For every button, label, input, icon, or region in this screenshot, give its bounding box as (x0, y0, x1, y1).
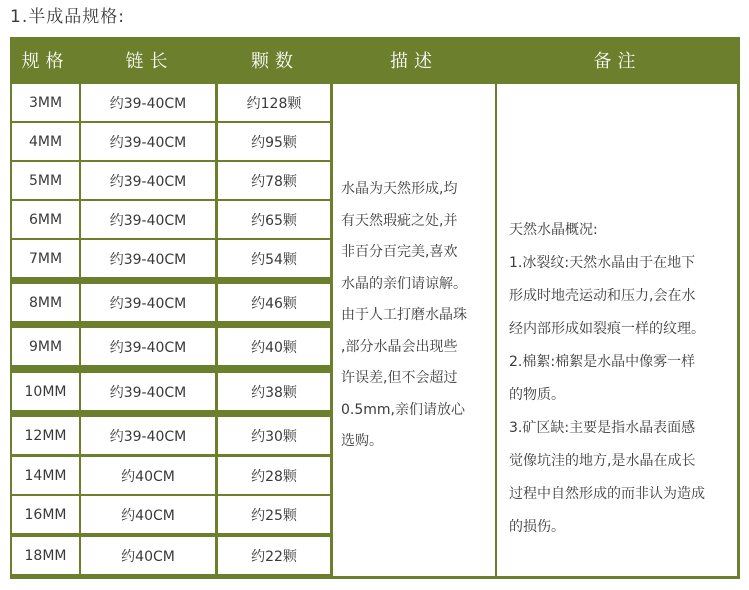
description-line: 由于人工打磨水晶珠 (341, 307, 467, 323)
header-size: 规格 (21, 51, 70, 72)
row-count-cell: 约38颗 (218, 373, 330, 410)
row-length-cell: 约40CM (81, 457, 215, 494)
row-size-cell: 4MM (12, 123, 79, 160)
header-description: 描述 (390, 51, 438, 72)
row-length-cell: 约39-40CM (81, 417, 215, 454)
row-length-cell: 约39-40CM (81, 284, 215, 321)
header-count: 颗数 (251, 51, 299, 72)
notes-line: 的物质。 (509, 387, 565, 403)
row-length-cell: 约39-40CM (81, 240, 215, 277)
header-notes: 备注 (593, 51, 642, 72)
row-length-cell: 约39-40CM (81, 201, 215, 238)
row-size-cell: 8MM (12, 284, 79, 321)
description-line: 许误差,但不会超过 (341, 370, 458, 386)
row-length-cell: 约39-40CM (81, 123, 215, 160)
notes-line: 的损伤。 (509, 519, 565, 535)
description-line: 有天然瑕疵之处,并 (341, 212, 458, 229)
row-size-cell: 7MM (12, 240, 79, 277)
row-count-cell: 约25颗 (218, 496, 330, 533)
row-size-cell: 3MM (12, 84, 79, 121)
notes-line: 形成时地壳运动和压力,会在水 (509, 288, 696, 304)
row-count-cell: 约65颗 (218, 201, 330, 238)
row-count-cell: 约128颗 (218, 84, 330, 121)
row-length-cell: 约39-40CM (81, 84, 215, 121)
row-size-cell: 12MM (12, 417, 79, 454)
description-line: 非百分百完美,喜欢 (341, 244, 458, 260)
row-size-cell: 9MM (12, 328, 79, 365)
row-size-cell: 5MM (12, 162, 79, 199)
notes-cell (497, 84, 737, 576)
row-length-cell: 约39-40CM (81, 162, 215, 199)
notes-line: 觉像坑洼的地方,是水晶在成长 (509, 453, 696, 469)
row-count-cell: 约78颗 (218, 162, 330, 199)
row-size-cell: 14MM (12, 457, 79, 494)
row-count-cell: 约28颗 (218, 457, 330, 494)
row-count-cell: 约22颗 (218, 537, 330, 574)
row-length-cell: 约40CM (81, 537, 215, 574)
row-count-cell: 约30颗 (218, 417, 330, 454)
spec-table (10, 37, 740, 579)
description-line: 水晶为天然形成,均 (341, 181, 458, 197)
row-count-cell: 约54颗 (218, 240, 330, 277)
description-line: ,部分水晶会出现些 (341, 338, 458, 355)
description-line: 0.5mm,亲们请放心 (341, 401, 465, 418)
row-count-cell: 约40颗 (218, 328, 330, 365)
notes-line: 天然水晶概况: (509, 222, 598, 238)
row-size-cell: 10MM (12, 373, 79, 410)
notes-line: 经内部形成如裂痕一样的纹理。 (509, 321, 705, 337)
row-size-cell: 16MM (12, 496, 79, 533)
notes-line: 3.矿区缺:主要是指水晶表面感 (509, 420, 696, 436)
row-count-cell: 约95颗 (218, 123, 330, 160)
description-cell (333, 84, 495, 576)
description-line: 选购。 (341, 433, 383, 449)
row-length-cell: 约39-40CM (81, 373, 215, 410)
notes-line: 过程中自然形成的而非认为造成 (509, 486, 705, 502)
row-size-cell: 6MM (12, 201, 79, 238)
row-count-cell: 约46颗 (218, 284, 330, 321)
section-title: 1.半成品规格: (10, 7, 125, 27)
notes-line: 2.棉絮:棉絮是水晶中像雾一样 (509, 354, 696, 370)
description-line: 水晶的亲们请谅解。 (341, 275, 467, 292)
row-length-cell: 约40CM (81, 496, 215, 533)
notes-line: 1.冰裂纹:天然水晶由于在地下 (509, 255, 696, 271)
header-length: 链长 (125, 51, 174, 72)
row-size-cell: 18MM (12, 537, 79, 574)
row-length-cell: 约39-40CM (81, 328, 215, 365)
